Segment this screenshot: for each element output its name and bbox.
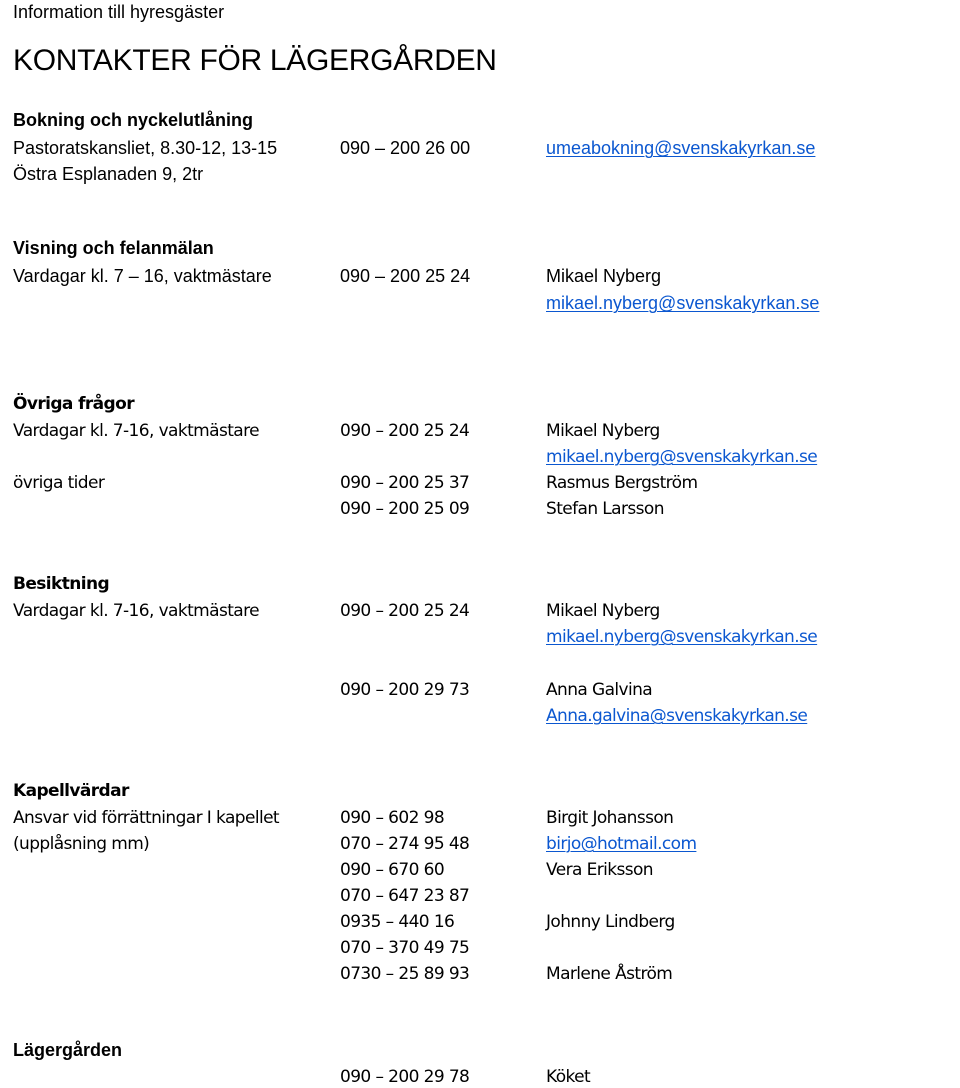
page-title: KONTAKTER FÖR LÄGERGÅRDEN: [13, 44, 497, 77]
chapel-contact-name-3: Johnny Lindberg: [546, 912, 675, 932]
inspection-phone-2: 090 – 200 29 73: [340, 680, 470, 700]
document-subtitle: Information till hyresgäster: [13, 2, 225, 22]
chapel-phone: 0935 – 440 16: [340, 912, 455, 932]
lagergarden-contact-name: Köket: [546, 1067, 591, 1087]
inspection-email-link[interactable]: mikael.nyberg@svenskakyrkan.se: [546, 627, 818, 647]
booking-office-hours: Pastoratskansliet, 8.30-12, 13-15: [13, 138, 278, 158]
inspection-heading: Besiktning: [13, 574, 110, 594]
other-phone-2: 090 – 200 25 37: [340, 473, 470, 493]
other-hours: Vardagar kl. 7-16, vaktmästare: [13, 421, 259, 441]
other-phone: 090 – 200 25 24: [340, 421, 470, 441]
chapel-phone: 090 – 670 60: [340, 860, 445, 880]
viewing-phone: 090 – 200 25 24: [340, 266, 471, 286]
other-times-label: övriga tider: [13, 473, 105, 493]
other-email-link[interactable]: mikael.nyberg@svenskakyrkan.se: [546, 447, 818, 467]
chapel-contact-name-2: Vera Eriksson: [546, 860, 653, 880]
other-contact-name: Mikael Nyberg: [546, 421, 660, 441]
chapel-phone: 0730 – 25 89 93: [340, 964, 470, 984]
viewing-heading: Visning och felanmälan: [13, 238, 214, 258]
inspection-phone: 090 – 200 25 24: [340, 601, 470, 621]
chapel-contact-name-4: Marlene Åström: [546, 964, 673, 984]
inspection-contact-name-2: Anna Galvina: [546, 680, 653, 700]
other-contact-name-3: Stefan Larsson: [546, 499, 664, 519]
chapel-email-link-1[interactable]: birjo@hotmail.com: [546, 834, 697, 854]
chapel-phone: 070 – 370 49 75: [340, 938, 470, 958]
viewing-hours: Vardagar kl. 7 – 16, vaktmästare: [13, 266, 272, 286]
other-contact-name-2: Rasmus Bergström: [546, 473, 698, 493]
inspection-hours: Vardagar kl. 7-16, vaktmästare: [13, 601, 259, 621]
chapel-description-note: (upplåsning mm): [13, 834, 150, 854]
lagergarden-heading: Lägergården: [13, 1040, 123, 1060]
viewing-email-link[interactable]: mikael.nyberg@svenskakyrkan.se: [546, 293, 820, 313]
chapel-contact-name-1: Birgit Johansson: [546, 808, 674, 828]
inspection-contact-name: Mikael Nyberg: [546, 601, 660, 621]
booking-address: Östra Esplanaden 9, 2tr: [13, 164, 204, 184]
chapel-phone: 090 – 602 98: [340, 808, 445, 828]
chapel-heading: Kapellvärdar: [13, 781, 129, 801]
chapel-description: Ansvar vid förrättningar I kapellet: [13, 808, 279, 828]
booking-heading: Bokning och nyckelutlåning: [13, 110, 254, 130]
chapel-phone: 070 – 647 23 87: [340, 886, 470, 906]
other-questions-heading: Övriga frågor: [13, 394, 134, 414]
booking-phone: 090 – 200 26 00: [340, 138, 471, 158]
booking-email-link[interactable]: umeabokning@svenskakyrkan.se: [546, 138, 816, 158]
inspection-email-link-2[interactable]: Anna.galvina@svenskakyrkan.se: [546, 706, 808, 726]
other-phone-3: 090 – 200 25 09: [340, 499, 470, 519]
viewing-contact-name: Mikael Nyberg: [546, 266, 662, 286]
lagergarden-phone: 090 – 200 29 78: [340, 1067, 470, 1087]
chapel-phone: 070 – 274 95 48: [340, 834, 470, 854]
